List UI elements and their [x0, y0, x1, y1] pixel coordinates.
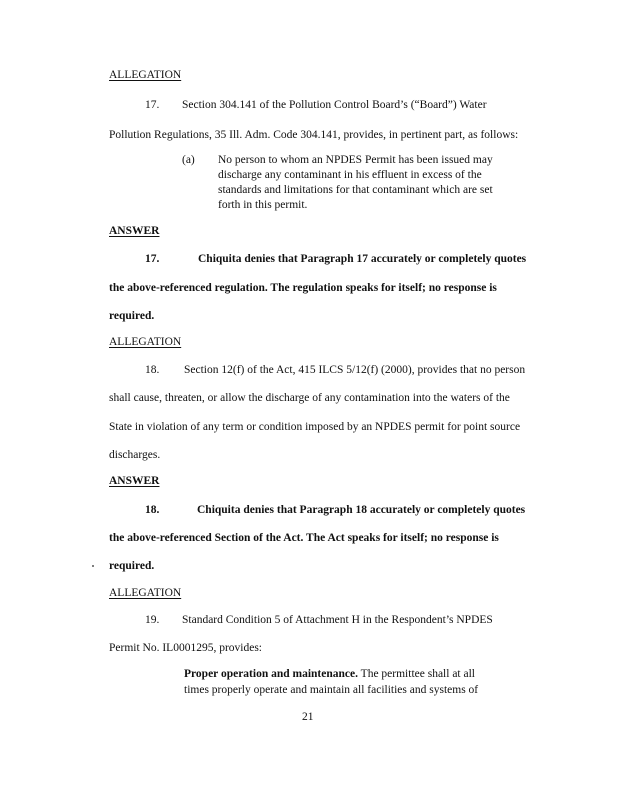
allegation-line: Standard Condition 5 of Attachment H in the Respondent’s NPDES — [182, 614, 493, 626]
allegation-heading-17: ALLEGATION — [109, 69, 182, 81]
allegation-number-17: 17. — [145, 99, 160, 111]
answer-line: Chiquita denies that Paragraph 17 accurately or completely quotes — [198, 253, 527, 265]
quote-rest: The permittee shall at all — [358, 668, 475, 680]
answer-number-17: 17. — [145, 253, 160, 265]
allegation-line: Section 12(f) of the Act, 415 ILCS 5/12(f) (2000), provides that no person — [184, 364, 526, 376]
quote-label-a: (a) — [182, 154, 195, 166]
answer-line: the above-referenced regulation. The regulation speaks for itself; no response is — [109, 282, 497, 294]
answer-number-18: 18. — [145, 504, 160, 516]
allegation-heading-19: ALLEGATION — [109, 587, 182, 599]
allegation-line: shall cause, threaten, or allow the discharge of any contamination into the waters of the — [109, 392, 510, 404]
allegation-heading-18: ALLEGATION — [109, 336, 182, 348]
allegation-number-19: 19. — [145, 614, 160, 626]
quote-line: discharge any contaminant in his effluent in excess of the — [218, 169, 482, 181]
quote-line — [184, 669, 475, 681]
quote-line: times properly operate and maintain all facilities and systems of — [184, 684, 479, 696]
allegation-number-18: 18. — [145, 364, 160, 376]
quote-line: No person to whom an NPDES Permit has been issued may — [218, 154, 493, 166]
allegation-line: Pollution Regulations, 35 Ill. Adm. Code 304.141, provides, in pertinent part, as follows: — [109, 129, 519, 141]
answer-line: required. — [109, 560, 155, 572]
allegation-line: Section 304.141 of the Pollution Control Board’s (“Board”) Water — [182, 99, 487, 111]
answer-line: required. — [109, 310, 155, 322]
allegation-line: State in violation of any term or condition imposed by an NPDES permit for point source — [109, 421, 521, 433]
allegation-line: discharges. — [109, 449, 161, 461]
answer-line: Chiquita denies that Paragraph 18 accurately or completely quotes — [197, 504, 526, 516]
answer-heading-17: ANSWER — [109, 225, 160, 237]
answer-heading-18: ANSWER — [109, 475, 160, 487]
scan-speck — [92, 565, 94, 567]
quote-line: forth in this permit. — [218, 199, 308, 211]
answer-line: the above-referenced Section of the Act. The Act speaks for itself; no response is — [109, 532, 499, 544]
quote-bold-lead: Proper operation and maintenance. — [184, 668, 358, 680]
quote-line: standards and limitations for that contaminant which are set — [218, 184, 493, 196]
allegation-line: Permit No. IL0001295, provides: — [109, 642, 262, 654]
page-number: 21 — [302, 711, 314, 723]
